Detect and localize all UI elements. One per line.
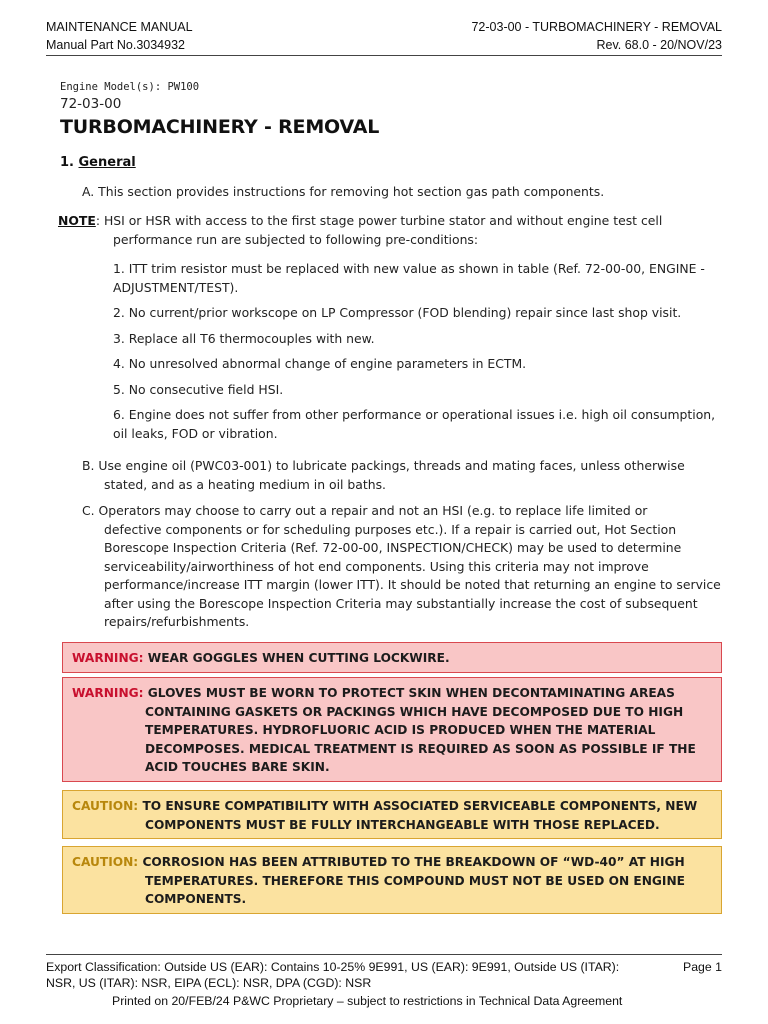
warning-box xyxy=(62,642,722,673)
paragraph-text-continued: stated, and as a heating medium in oil baths. xyxy=(104,476,386,492)
warning-text: GLOVES MUST BE WORN TO PROTECT SKIN WHEN DECONTAMINATING AREAS xyxy=(147,686,675,700)
page-title: TURBOMACHINERY - REMOVAL xyxy=(60,116,380,138)
list-item: 5. No consecutive field HSI. xyxy=(113,381,284,397)
note-text-continued: performance run are subjected to following pre-conditions: xyxy=(113,231,479,247)
caution-text: TO ENSURE COMPATIBILITY WITH ASSOCIATED SERVICEABLE COMPONENTS, NEW xyxy=(142,799,698,813)
paragraph-c xyxy=(82,502,728,632)
note-block xyxy=(58,212,728,249)
page-header xyxy=(46,16,722,56)
manual-part-number: Manual Part No.3034932 xyxy=(46,38,185,52)
caution-label: CAUTION: xyxy=(72,855,139,869)
warning-text-continued: CONTAINING GASKETS OR PACKINGS WHICH HAVE DECOMPOSED DUE TO HIGH TEMPERATURES. HYDROFLUORIC ACID IS PRODUCED WHEN THE MATERIAL DECOMPOSES. MEDICAL TREATMENT IS REQUIRED AS SOON AS POSSIBLE IF THE ACID TOUCHES BARE SKIN. xyxy=(145,704,696,774)
doc-code: 72-03-00 xyxy=(60,96,122,112)
manual-title: MAINTENANCE MANUAL xyxy=(46,20,193,34)
paragraph-text: Operators may choose to carry out a repair and not an HSI (e.g. to replace life limited or xyxy=(98,503,648,518)
warning-box xyxy=(62,677,722,782)
list-item: 3. Replace all T6 thermocouples with new. xyxy=(113,330,375,346)
paragraph-label: B. xyxy=(82,458,95,473)
page-number: Page 1 xyxy=(683,960,722,974)
list-item: 4. No unresolved abnormal change of engine parameters in ECTM. xyxy=(113,356,527,371)
paragraph-text: This section provides instructions for removing hot section gas path components. xyxy=(98,184,605,199)
caution-text-continued: COMPONENTS MUST BE FULLY INTERCHANGEABLE WITH THOSE REPLACED. xyxy=(145,817,660,832)
revision-info: Rev. 68.0 - 20/NOV/23 xyxy=(596,38,722,52)
engine-model: Engine Model(s): PW100 xyxy=(60,81,200,93)
warning-text: WEAR GOGGLES WHEN CUTTING LOCKWIRE. xyxy=(147,651,450,665)
paragraph-a xyxy=(82,183,728,202)
note-label: NOTE xyxy=(58,213,96,228)
section-heading xyxy=(60,155,136,170)
caution-text: CORROSION HAS BEEN ATTRIBUTED TO THE BREAKDOWN OF “WD-40” AT HIGH xyxy=(142,855,685,869)
doc-heading-block xyxy=(60,80,722,140)
header-section-title: 72-03-00 - TURBOMACHINERY - REMOVAL xyxy=(471,20,722,34)
page-footer xyxy=(46,954,722,1008)
paragraph-label: A. xyxy=(82,184,95,199)
printed-notice: Printed on 20/FEB/24 P&WC Proprietary – subject to restrictions in Technical Data Agreement xyxy=(112,994,623,1008)
warning-label: WARNING: xyxy=(72,651,144,665)
list-item: 2. No current/prior workscope on LP Compressor (FOD blending) repair since last shop visit. xyxy=(113,305,682,320)
warning-label: WARNING: xyxy=(72,686,144,700)
caution-label: CAUTION: xyxy=(72,799,139,813)
list-item: 6. Engine does not suffer from other performance or operational issues i.e. high oil consumption, oil leaks, FOD or vibration. xyxy=(113,407,716,441)
caution-box xyxy=(62,846,722,914)
paragraph-label: C. xyxy=(82,503,95,518)
paragraph-b xyxy=(82,457,728,494)
export-classification: Export Classification: Outside US (EAR): Contains 10-25% 9E991, US (EAR): 9E991, Outside US (ITAR): NSR, US (ITAR): NSR, EIPA (ECL): NSR, DPA (CGD): NSR xyxy=(46,960,620,990)
paragraph-text: Use engine oil (PWC03-001) to lubricate packings, threads and mating faces, unless otherwise xyxy=(98,458,685,473)
caution-box xyxy=(62,790,722,839)
precondition-list xyxy=(113,260,724,450)
section-number: 1. xyxy=(60,155,74,170)
list-item: 1. ITT trim resistor must be replaced with new value as shown in table (Ref. 72-00-00, ENGINE -ADJUSTMENT/TEST). xyxy=(113,261,705,295)
paragraph-text-continued: defective components or for scheduling purposes etc.). If a repair is carried out, Hot Section Borescope Inspection Criteria (Ref. 72-00-00, INSPECTION/CHECK) may be used to determine serviceability/airworthiness of hot end components. Using this criteria may not improve performance/increase ITT margin (lower ITT). It should be noted that returning an engine to service after using the Borescope Inspection Criteria may substantially increase the cost of subsequent repairs/refurbishments. xyxy=(104,521,721,629)
note-text: : HSI or HSR with access to the first stage power turbine stator and without engine test cell xyxy=(95,213,663,228)
caution-text-continued: TEMPERATURES. THEREFORE THIS COMPOUND MUST NOT BE USED ON ENGINE COMPONENTS. xyxy=(145,873,685,906)
section-heading-text: General xyxy=(78,155,136,170)
